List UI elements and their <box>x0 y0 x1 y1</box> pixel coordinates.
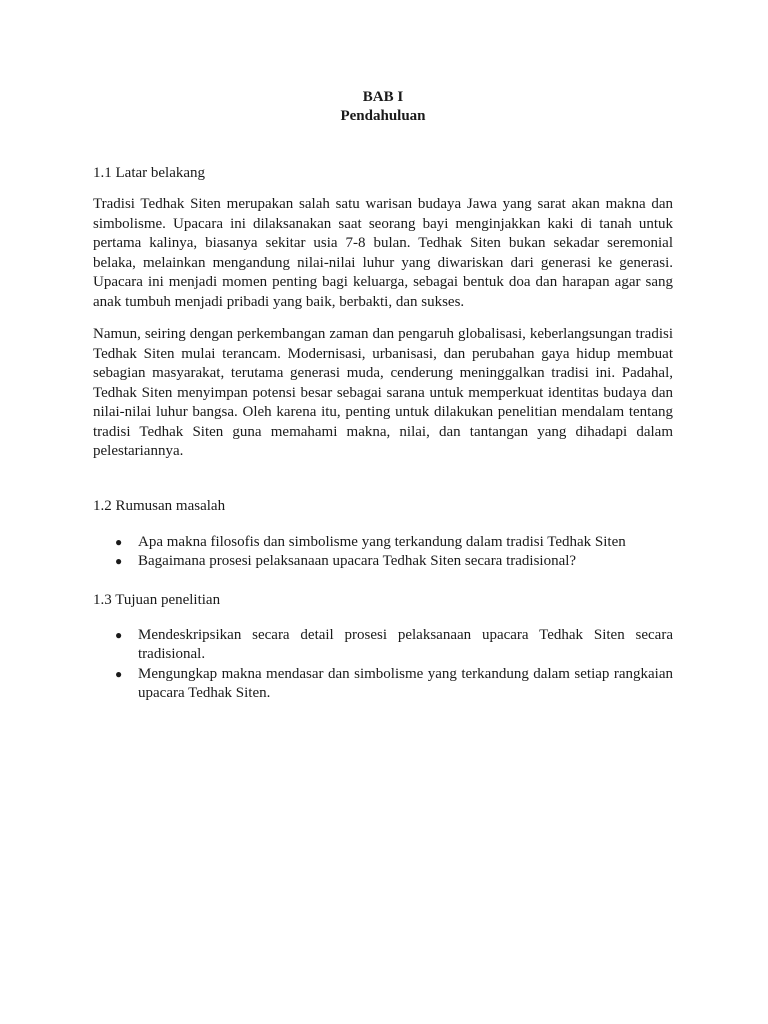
problem-list <box>93 533 673 572</box>
list-item <box>93 626 673 665</box>
list-item <box>93 533 673 553</box>
bullet-icon: ● <box>115 554 123 568</box>
document-page <box>93 88 673 704</box>
list-item-text: Mengungkap makna mendasar dan simbolisme yang terkandung dalam setiap rangkaian upacara Tedhak Siten. <box>138 665 673 701</box>
section-heading-rumusan-masalah: 1.2 Rumusan masalah <box>93 497 226 514</box>
bullet-icon: ● <box>115 534 123 549</box>
section-heading-tujuan-penelitian: 1.3 Tujuan penelitian <box>93 591 221 608</box>
objective-list <box>93 626 673 704</box>
list-item-text: Mendeskripsikan secara detail prosesi pelaksanaan upacara Tedhak Siten secara tradisional. <box>138 626 673 662</box>
section-heading-latar-belakang: 1.1 Latar belakang <box>93 165 206 181</box>
bullet-icon: ● <box>115 627 123 642</box>
paragraph: Namun, seiring dengan perkembangan zaman dan pengaruh globalisasi, keberlangsungan tradisi Tedhak Siten mulai terancam. Modernisasi, urbanisasi, dan perubahan gaya hidup membuat sebagian masyarakat, terutama generasi muda, cenderung meninggalkan tradisi ini. Padahal, Tedhak Siten menyimpan potensi besar sebagai sarana untuk memperkuat identitas budaya dan nilai-nilai luhur bangsa. Oleh karena itu, penting untuk dilakukan penelitian mendalam tentang tradisi Tedhak Siten guna memahami makna, nilai, dan tantangan yang dihadapi dalam pelestariannya. <box>93 326 673 459</box>
list-item <box>93 665 673 704</box>
list-item <box>93 552 673 572</box>
list-item-text: Apa makna filosofis dan simbolisme yang terkandung dalam tradisi Tedhak Siten <box>138 533 626 550</box>
chapter-subtitle: Pendahuluan <box>340 108 426 124</box>
chapter-title: BAB I <box>362 89 404 105</box>
paragraph: Tradisi Tedhak Siten merupakan salah satu warisan budaya Jawa yang sarat akan makna dan simbolisme. Upacara ini dilaksanakan saat seorang bayi menginjakkan kaki di tanah untuk pertama kalinya, biasanya sekitar usia 7-8 bulan. Tedhak Siten bukan sekadar seremonial belaka, melainkan mengandung nilai-nilai luhur yang diwariskan dari generasi ke generasi. Upacara ini menjadi momen penting bagi keluarga, sebagai bentuk doa dan harapan agar sang anak tumbuh menjadi pribadi yang baik, berbakti, dan sukses. <box>93 196 673 310</box>
list-item-text: Bagaimana prosesi pelaksanaan upacara Tedhak Siten secara tradisional? <box>138 553 577 569</box>
bullet-icon: ● <box>115 666 123 681</box>
